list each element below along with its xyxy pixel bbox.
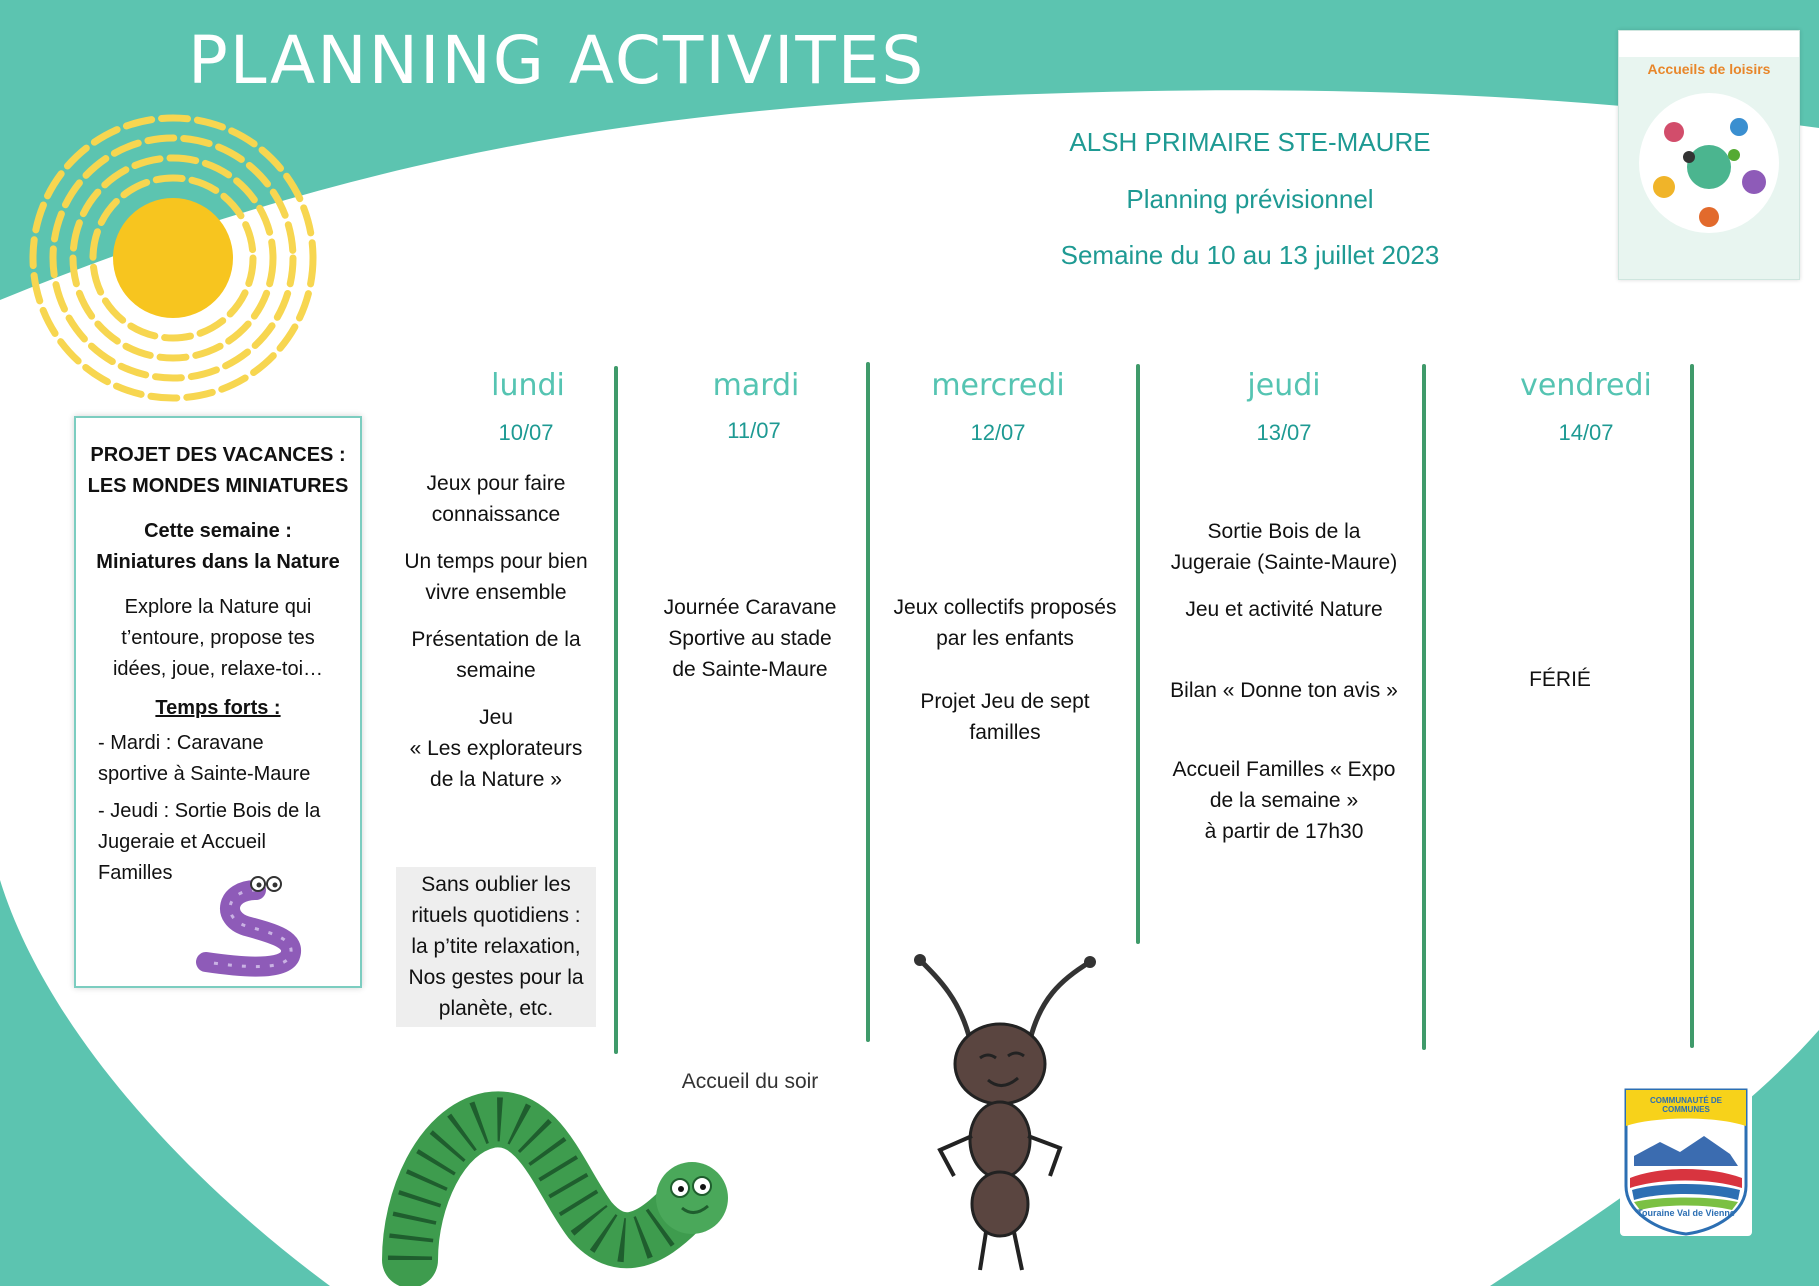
column-divider (866, 362, 870, 1042)
logo-bottom-text: Touraine Val de Vienne (1637, 1208, 1735, 1218)
intro-line: Explore la Nature qui (124, 596, 312, 618)
activity-line: Sportive au stade (668, 627, 832, 650)
activity-line: Accueil Familles « Expo (1172, 758, 1396, 781)
planning-subtitle: Planning prévisionnel (1126, 184, 1374, 214)
worm-icon (186, 868, 326, 978)
ritual-line: la p’tite relaxation, (411, 935, 581, 958)
activity-line: Jeu et activité Nature (1185, 598, 1383, 621)
logo-top-text: COMMUNAUTÉ DE COMMUNES (1650, 1096, 1722, 1114)
day-wednesday-date: 12/07 (970, 420, 1026, 445)
intro-line: t’entoure, propose tes (121, 627, 315, 649)
activity-line: de la semaine » (1209, 789, 1359, 812)
rituals-box (396, 867, 596, 1027)
activity-line: familles (969, 721, 1041, 744)
activity-line: semaine (456, 659, 536, 682)
activity-line: Accueil du soir (681, 1070, 819, 1093)
wednesday-activities (880, 592, 1130, 764)
week-label: Cette semaine : (144, 520, 292, 542)
day-monday-label: lundi (491, 368, 565, 403)
highlight-line: Familles (98, 862, 173, 884)
ritual-line: planète, etc. (438, 997, 554, 1020)
activity-line: de la Nature » (430, 768, 562, 791)
activity-line: à partir de 17h30 (1204, 820, 1364, 843)
activity-line: Jeu (479, 706, 513, 729)
activity-line: connaissance (431, 503, 561, 526)
activity-line: Présentation de la (411, 628, 581, 651)
friday-activities (1460, 664, 1660, 711)
activity-line: Un temps pour bien (404, 550, 588, 573)
community-logo (1620, 1086, 1752, 1236)
activity-line: Bilan « Donne ton avis » (1170, 679, 1398, 702)
holiday-label: FÉRIÉ (1529, 668, 1591, 691)
center-name: ALSH PRIMAIRE STE-MAURE (1069, 127, 1431, 157)
brochure-title: Accueils de loisirs (1647, 61, 1771, 77)
week-theme: Miniatures dans la Nature (96, 551, 340, 573)
day-monday-date: 10/07 (498, 420, 554, 445)
highlights-label: Temps forts : (155, 697, 281, 719)
project-heading-1: PROJET DES VACANCES : (90, 444, 346, 466)
page-title: PLANNING ACTIVITES (188, 22, 926, 99)
caterpillar-icon (380, 1090, 740, 1286)
activity-line: vivre ensemble (425, 581, 567, 604)
day-tuesday-date: 11/07 (727, 418, 781, 443)
week-range: Semaine du 10 au 13 juillet 2023 (1060, 240, 1440, 270)
activity-line: par les enfants (936, 627, 1074, 650)
project-box (74, 416, 362, 988)
day-thursday-label: jeudi (1247, 368, 1321, 403)
ritual-line: Sans oublier les (421, 873, 571, 896)
activity-line: Jugeraie (Sainte-Maure) (1170, 551, 1398, 574)
insects-illustration-icon (1619, 77, 1799, 257)
intro-line: idées, joue, relaxe-toi… (112, 658, 324, 680)
sun-icon (10, 100, 320, 390)
highlight-line: - Mardi : Caravane (98, 732, 264, 754)
column-divider (614, 366, 618, 1054)
column-divider (1136, 364, 1140, 944)
activity-line: Jeux collectifs proposés (893, 596, 1117, 619)
column-divider (1422, 364, 1426, 1050)
tuesday-activities (640, 592, 860, 701)
day-tuesday-label: mardi (712, 368, 800, 403)
ritual-line: Nos gestes pour la (408, 966, 584, 989)
activity-line: « Les explorateurs (409, 737, 583, 760)
activity-line: Projet Jeu de sept (920, 690, 1090, 713)
day-thursday-date: 13/07 (1256, 420, 1312, 445)
ant-icon (900, 940, 1120, 1280)
thursday-activities (1154, 516, 1414, 863)
ritual-line: rituels quotidiens : (411, 904, 581, 927)
highlight-line: sportive à Sainte-Maure (98, 763, 311, 785)
activity-line: Journée Caravane (663, 596, 837, 619)
day-friday-date: 14/07 (1558, 420, 1614, 445)
project-heading-2: LES MONDES MINIATURES (87, 475, 349, 497)
monday-activities (396, 468, 596, 811)
column-divider (1690, 364, 1694, 1048)
brochure-thumbnail (1618, 30, 1800, 280)
activity-line: Jeux pour faire (426, 472, 566, 495)
activity-line: de Sainte-Maure (672, 658, 828, 681)
evening-note-truncated (660, 1058, 840, 1093)
day-wednesday-label: mercredi (931, 368, 1065, 403)
day-friday-label: vendredi (1520, 368, 1652, 403)
activity-line: Sortie Bois de la (1207, 520, 1361, 543)
highlight-line: - Jeudi : Sortie Bois de la (98, 800, 321, 822)
highlight-line: Jugeraie et Accueil (98, 831, 266, 853)
